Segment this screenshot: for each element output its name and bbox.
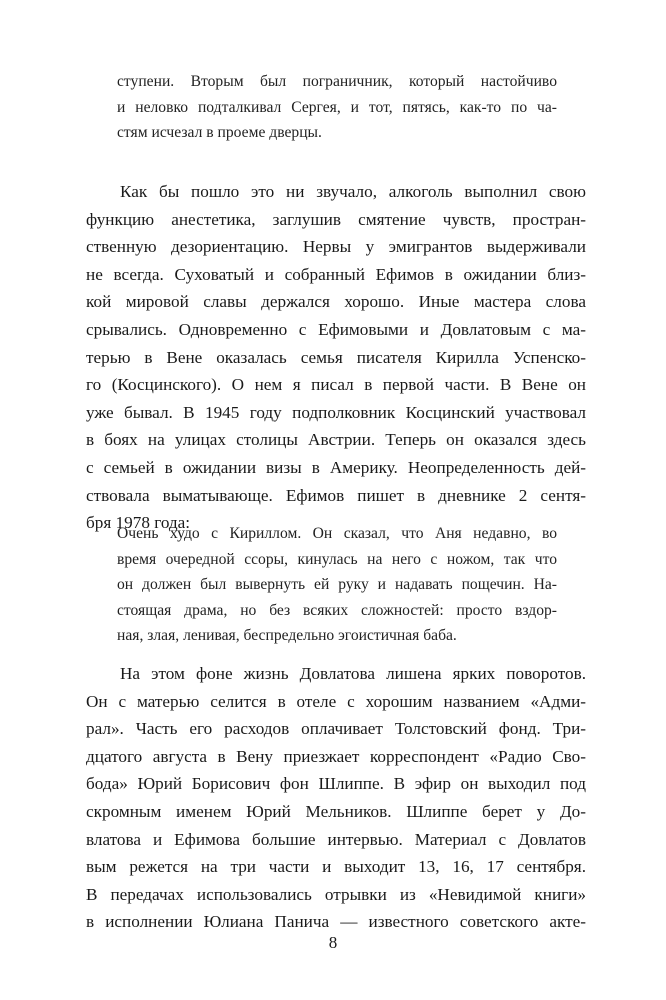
page-number: 8 xyxy=(328,933,338,952)
quote-line: стоящая драма, но без всяких сложностей: просто вздор- xyxy=(117,601,557,619)
quote-line: стям исчезал в проеме дверцы. xyxy=(117,124,322,141)
paragraph-line: скромным именем Юрий Мельников. Шлиппе берет у До- xyxy=(86,801,586,821)
paragraph-line: ственную дезориентацию. Нервы у эмигрантов выдерживали xyxy=(86,237,586,257)
paragraph-line: вым режется на три части и выходит 13, 16, 17 сентября. xyxy=(86,857,586,877)
paragraph-line: В передачах использовались отрывки из «Невидимой книги» xyxy=(86,884,586,904)
paragraph-1 xyxy=(86,178,586,537)
paragraph-line: в боях на улицах столицы Австрии. Теперь он оказался здесь xyxy=(86,430,586,450)
paragraph-line: рал». Часть его расходов оплачивает Толстовский фонд. Три- xyxy=(86,719,586,739)
paragraph-line: го (Косцинского). О нем я писал в первой части. В Вене он xyxy=(86,375,586,395)
paragraph-line: На этом фоне жизнь Довлатова лишена ярких поворотов. xyxy=(120,664,586,683)
paragraph-line: кой мировой славы держался хорошо. Иные мастера слова xyxy=(86,292,586,312)
paragraph-line: влатова и Ефимова большие интервью. Материал с Довлатов xyxy=(86,829,586,849)
paragraph-2 xyxy=(86,660,586,936)
paragraph-line: бря 1978 года: xyxy=(86,513,191,533)
diary-quote xyxy=(117,521,557,649)
quote-line: время очередной ссоры, кинулась на него с ножом, так что xyxy=(117,550,557,568)
paragraph-line: Как бы пошло это ни звучало, алкоголь выполнил свою xyxy=(120,182,586,201)
quote-line: он должен был вывернуть ей руку и надавать пощечин. На- xyxy=(117,576,557,593)
paragraph-line: терью в Вене оказалась семья писателя Кирилла Успенско- xyxy=(86,347,586,367)
paragraph-line: бода» Юрий Борисович фон Шлиппе. В эфир он выходил под xyxy=(86,774,586,794)
quote-line: ная, злая, ленивая, беспредельно эгоистичная баба. xyxy=(117,627,457,644)
quote-line: и неловко подталкивал Сергея, и тот, пятясь, как-то по ча- xyxy=(117,98,557,116)
paragraph-line: ствовала выматывающе. Ефимов пишет в дневнике 2 сентя- xyxy=(86,485,586,505)
paragraph-line: с семьей в ожидании визы в Америку. Неопределенность дей- xyxy=(86,457,586,477)
paragraph-line: Он с матерью селится в отеле с хорошим названием «Адми- xyxy=(86,691,586,711)
quote-continued xyxy=(117,69,557,146)
paragraph-line: уже бывал. В 1945 году подполковник Косцинский участвовал xyxy=(86,402,586,422)
quote-line: ступени. Вторым был пограничник, который настойчиво xyxy=(117,73,557,90)
paragraph-line: не всегда. Суховатый и собранный Ефимов в ожидании близ- xyxy=(86,264,586,284)
paragraph-line: функцию анестетика, заглушив смятение чувств, простран- xyxy=(86,209,586,229)
paragraph-line: срывались. Одновременно с Ефимовыми и Довлатовым с ма- xyxy=(86,319,586,339)
paragraph-line: дцатого августа в Вену приезжает корреспондент «Радио Сво- xyxy=(86,746,586,766)
quote-line: Очень худо с Кириллом. Он сказал, что Аня недавно, во xyxy=(117,525,557,542)
paragraph-line: в исполнении Юлиана Панича — известного советского акте- xyxy=(86,912,586,932)
